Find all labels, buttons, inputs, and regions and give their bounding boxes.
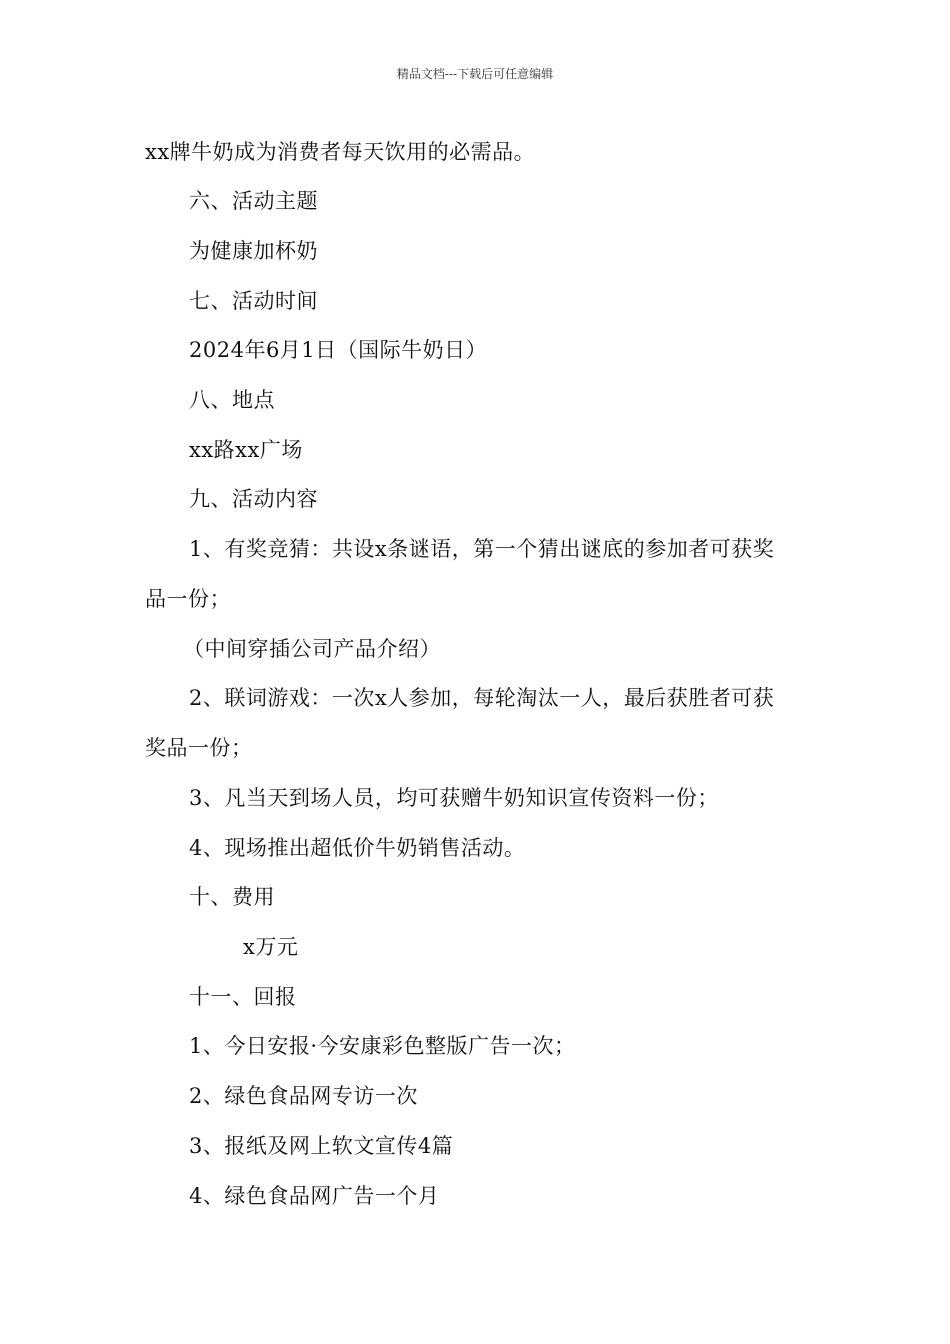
content-item-2-continuation: 奖品一份；	[145, 736, 253, 760]
content-item-1-continuation: 品一份；	[145, 587, 231, 611]
return-item-1: 1、今日安报·今安康彩色整版广告一次；	[189, 1034, 576, 1058]
return-item-3: 3、报纸及网上软文宣传4篇	[189, 1134, 454, 1158]
section-heading-cost: 十、费用	[189, 885, 275, 909]
body-line-continuation: xx牌牛奶成为消费者每天饮用的必需品。	[145, 140, 536, 164]
section-heading-content: 九、活动内容	[189, 487, 318, 511]
return-item-4: 4、绿色食品网广告一个月	[189, 1184, 440, 1208]
location-text: xx路xx广场	[189, 438, 303, 462]
theme-text: 为健康加杯奶	[189, 239, 318, 263]
content-note: （中间穿插公司产品介绍）	[183, 637, 441, 661]
page-header: 精品文档---下载后可任意编辑	[396, 67, 554, 81]
section-heading-return: 十一、回报	[189, 985, 297, 1009]
section-heading-time: 七、活动时间	[189, 289, 318, 313]
content-item-1: 1、有奖竞猜：共设x条谜语，第一个猜出谜底的参加者可获奖	[189, 537, 775, 561]
section-heading-theme: 六、活动主题	[189, 189, 318, 213]
time-text: 2024年6月1日（国际牛奶日）	[189, 338, 488, 362]
content-item-2: 2、联词游戏：一次x人参加，每轮淘汰一人，最后获胜者可获	[189, 686, 775, 710]
return-item-2: 2、绿色食品网专访一次	[189, 1084, 418, 1108]
cost-text: x万元	[243, 935, 299, 959]
section-heading-location: 八、地点	[189, 388, 275, 412]
content-item-4: 4、现场推出超低价牛奶销售活动。	[189, 836, 526, 860]
content-item-3: 3、凡当天到场人员，均可获赠牛奶知识宣传资料一份；	[189, 786, 719, 810]
